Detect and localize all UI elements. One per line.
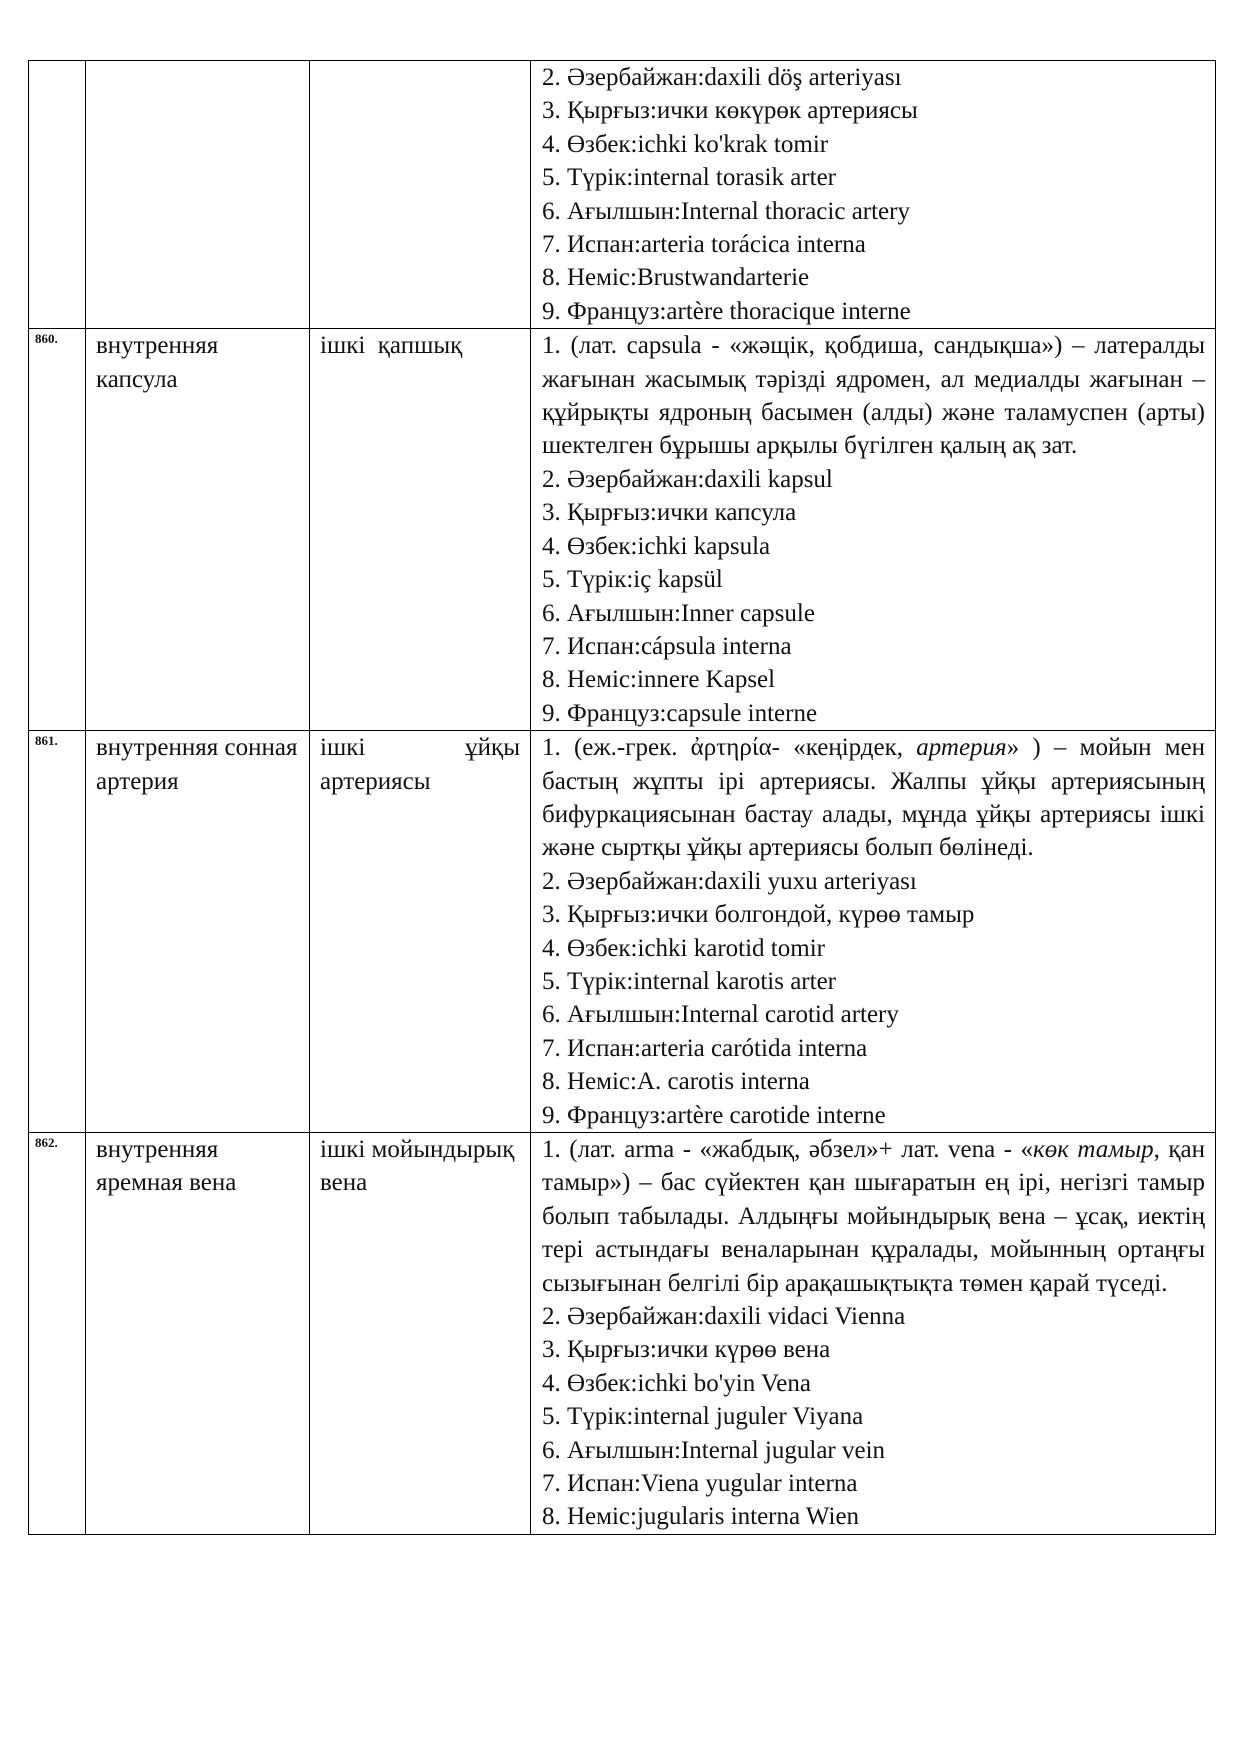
translation-line: 5. Түрік:internal karotis arter bbox=[542, 967, 836, 995]
table-row bbox=[29, 731, 1216, 1133]
translation-line: 7. Испан:Viena yugular interna bbox=[542, 1470, 858, 1498]
translation-line: 5. Түрік:internal torasik arter bbox=[542, 164, 836, 192]
definition-text-start: 1. (лат. arma - «жабдық, әбзел»+ лат. vena - « bbox=[542, 1136, 1033, 1163]
translation-line: 6. Ағылшын:Internal thoracic artery bbox=[542, 197, 910, 225]
russian-term: внутренняя яремная вена bbox=[86, 1133, 310, 1535]
translation-line: 3. Қырғыз:ички капсула bbox=[542, 499, 797, 527]
entry-number bbox=[29, 61, 86, 329]
translation-line: 6. Ағылшын:Internal carotid artery bbox=[542, 1001, 899, 1029]
translation-line: 6. Ағылшын:Internal jugular vein bbox=[542, 1436, 886, 1464]
entry-description bbox=[531, 61, 1216, 329]
entry-number: 862. bbox=[29, 1133, 86, 1535]
definition-text: 1. (лат. capsula - «жәщік, қобдиша, сандықша») – латералды жағынан жасымық тәрізді ядромен, ал медиалды жағынан – құйрықты ядроның басымен (алды) және таламуспен (арты) шектелген бұрышы арқылы бүгілген қалың ақ зат. bbox=[542, 332, 1205, 460]
kazakh-term: ішкі мойындырық вена bbox=[310, 1133, 531, 1535]
definition-text-end: , қан тамыр») – бас сүйектен қан шығаратын ең ірі, негізгі тамыр болып табылады. Алдыңғы мойындырық вена – ұсақ, иектің тері астындағы веналарынан құралады, мойынның ортаңғы сызығынан белгілі бір арақашықтықта төмен қарай түседі. bbox=[542, 1136, 1206, 1297]
dictionary-table bbox=[28, 60, 1216, 1535]
translation-line: 4. Өзбек:ichki ko'krak tomir bbox=[542, 130, 829, 158]
entry-description bbox=[531, 329, 1216, 731]
entry-number: 861. bbox=[29, 731, 86, 1133]
translation-line: 6. Ағылшын:Inner capsule bbox=[542, 599, 815, 627]
russian-term: внутренняя капсула bbox=[86, 329, 310, 731]
translation-line: 5. Түрік:internal juguler Viyana bbox=[542, 1403, 864, 1431]
translation-line: 8. Неміс:Brustwandarterie bbox=[542, 264, 810, 292]
translation-line: 3. Қырғыз:ички күрөө вена bbox=[542, 1336, 831, 1364]
russian-term: внутренняя сонная артерия bbox=[86, 731, 310, 1133]
translation-line: 5. Түрік:iç kapsül bbox=[542, 566, 723, 594]
translation-line: 8. Неміс:innere Kapsel bbox=[542, 666, 776, 694]
definition-text bbox=[542, 1133, 1205, 1300]
russian-term bbox=[86, 61, 310, 329]
translation-line: 7. Испан:arteria torácica interna bbox=[542, 231, 866, 259]
definition-text-end: » ) – мойын мен бастың жұпты ірі артериясы. Жалпы ұйқы артериясының бифуркациясынан бастау алады, мұнда ұйқы артериясы ішкі және сыртқы ұйқы артериясы болып бөлінеді. bbox=[542, 734, 1205, 862]
translation-line: 2. Әзербайжан:daxili vidaci Vienna bbox=[542, 1303, 906, 1331]
table-row bbox=[29, 61, 1216, 329]
definition-text-italic: артерия bbox=[916, 734, 1007, 762]
entry-description bbox=[531, 731, 1216, 1133]
translation-line: 9. Француз:artère thoracique interne bbox=[542, 297, 911, 325]
translation-line: 3. Қырғыз:ички болгондой, күрөө тамыр bbox=[542, 901, 975, 929]
translation-line: 9. Француз:artère carotide interne bbox=[542, 1101, 886, 1129]
translation-line: 4. Өзбек:ichki karotid tomir bbox=[542, 934, 825, 962]
definition-text-start: 1. (еж.-грек. ἀρτηρία- «кеңірдек, bbox=[542, 734, 917, 762]
translation-line: 3. Қырғыз:ички көкүрөк артериясы bbox=[542, 97, 918, 125]
translation-line: 8. Неміс:jugularis interna Wien bbox=[542, 1503, 860, 1531]
translation-line: 4. Өзбек:ichki kapsula bbox=[542, 532, 771, 560]
translation-line: 7. Испан:arteria carótida interna bbox=[542, 1034, 868, 1062]
translation-line: 9. Француз:capsule interne bbox=[542, 699, 818, 727]
entry-description bbox=[531, 1133, 1216, 1535]
kazakh-term bbox=[310, 61, 531, 329]
translation-line: 8. Неміс:A. carotis interna bbox=[542, 1068, 810, 1096]
definition-text bbox=[542, 731, 1205, 865]
table-row bbox=[29, 329, 1216, 731]
kazakh-term: ішкі қапшық bbox=[310, 329, 531, 731]
translation-line: 2. Әзербайжан:daxili döş arteriyası bbox=[542, 64, 902, 91]
definition-text-italic: көк тамыр bbox=[1033, 1136, 1154, 1163]
kazakh-term: ішкі ұйқы артериясы bbox=[310, 731, 531, 1133]
translation-line: 2. Әзербайжан:daxili kapsul bbox=[542, 465, 833, 493]
translation-line: 4. Өзбек:ichki bo'yin Vena bbox=[542, 1369, 811, 1397]
entry-number: 860. bbox=[29, 329, 86, 731]
translation-line: 7. Испан:cápsula interna bbox=[542, 632, 792, 660]
table-row bbox=[29, 1133, 1216, 1535]
translation-line: 2. Әзербайжан:daxili yuxu arteriyası bbox=[542, 867, 917, 895]
